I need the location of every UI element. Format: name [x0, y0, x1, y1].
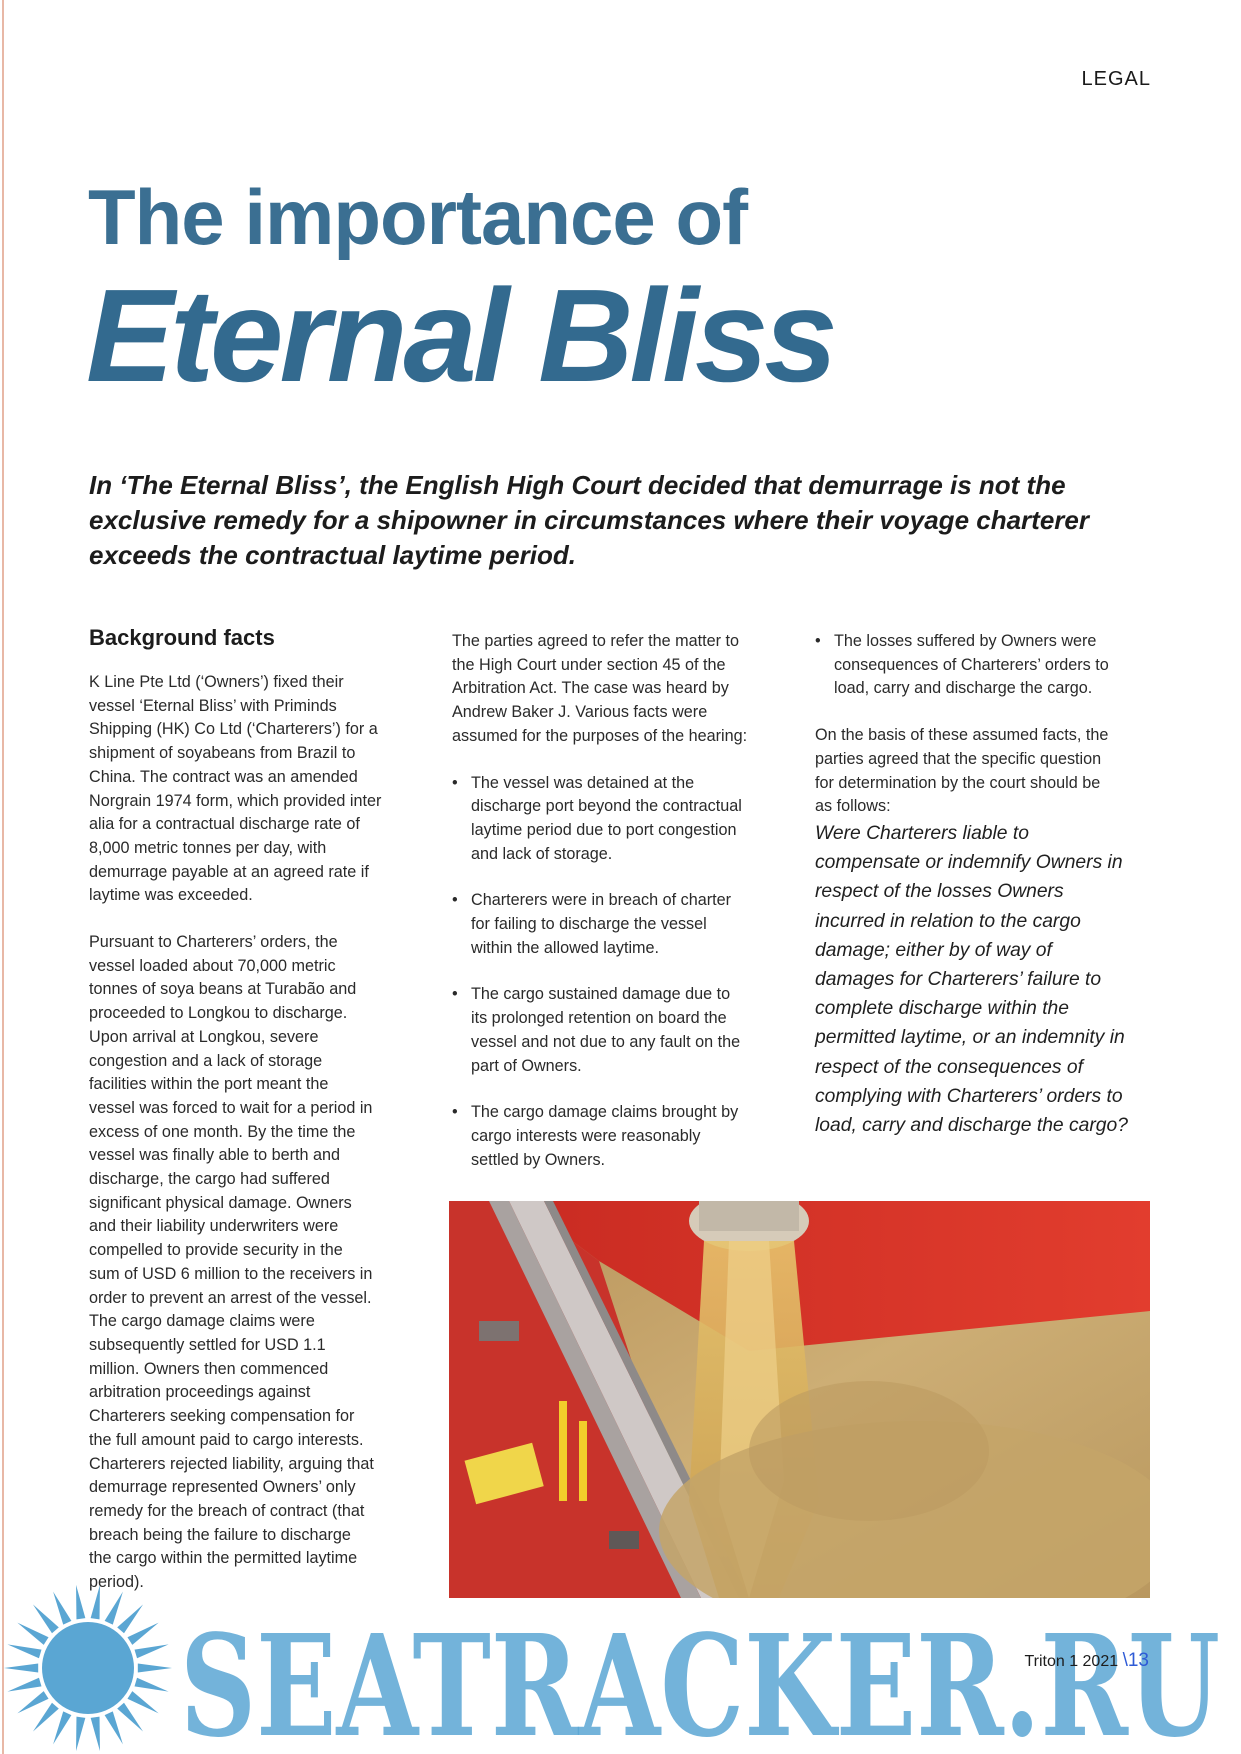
- sun-ray: [53, 1592, 71, 1625]
- text-line: • The vessel was detained at the: [471, 773, 695, 792]
- paragraph: [89, 931, 434, 1595]
- text-line: complete discharge within the: [815, 998, 1070, 1020]
- title-line-1: The importance of: [88, 173, 748, 261]
- text-line: Were Charterers liable to: [815, 822, 1029, 844]
- sun-ray: [53, 1711, 71, 1744]
- publication-name: Triton 1 2021: [1024, 1653, 1119, 1670]
- sun-ray: [7, 1644, 41, 1658]
- text-line: Shipping (HK) Co Ltd (‘Charterers’) for a: [89, 720, 378, 739]
- text-line: Norgrain 1974 form, which provided inter: [89, 791, 382, 810]
- text-line: demurrage payable at an agreed rate if: [89, 862, 369, 881]
- paragraph: [815, 724, 1160, 819]
- text-line: respect of the losses Owners: [815, 881, 1064, 903]
- list-item: [452, 889, 797, 960]
- text-line: China. The contract was an amended: [89, 767, 358, 786]
- text-line: sum of USD 6 million to the receivers in: [89, 1264, 373, 1283]
- sun-ray: [138, 1664, 172, 1673]
- column-1: [89, 624, 434, 1595]
- text-line: incurred in relation to the cargo: [815, 910, 1081, 932]
- text-line: damage; either by of way of: [815, 939, 1052, 961]
- text-line: complying with Charterers’ orders to: [815, 1085, 1123, 1107]
- text-line: • The losses suffered by Owners were: [834, 632, 1097, 650]
- text-line: laytime was exceeded.: [89, 886, 253, 905]
- sun-ray: [76, 1717, 85, 1751]
- page-edge-line: [2, 0, 4, 1754]
- text-line: part of Owners.: [471, 1056, 582, 1075]
- sun-ray: [91, 1585, 100, 1619]
- text-line: 8,000 metric tonnes per day, with: [89, 838, 327, 857]
- text-line: Andrew Baker J. Various facts were: [452, 703, 708, 722]
- text-line: parties agreed that the specific question: [815, 749, 1102, 768]
- assumed-facts-list: [452, 749, 797, 1173]
- text-line: assumed for the purposes of the hearing:: [452, 726, 748, 745]
- title-line-2: Eternal Bliss: [86, 262, 834, 409]
- text-line: congestion and a lack of storage: [89, 1051, 323, 1070]
- text-line: respect of the consequences of: [815, 1056, 1083, 1078]
- text-line: compensate or indemnify Owners in: [815, 852, 1123, 874]
- grain-discharge-photo: [449, 1201, 1150, 1598]
- text-line: Upon arrival at Longkou, severe: [89, 1027, 319, 1046]
- sun-ray: [33, 1703, 59, 1732]
- sun-ray: [17, 1691, 48, 1713]
- text-line: facilities within the port meant the: [89, 1075, 329, 1094]
- sun-ray: [117, 1605, 143, 1634]
- footer-separator-icon: \: [1122, 1650, 1128, 1671]
- text-line: for determination by the court should be: [815, 773, 1101, 792]
- text-line: Pursuant to Charterers’ orders, the: [89, 933, 338, 952]
- text-line: compelled to provide security in the: [89, 1241, 343, 1260]
- list-item: [452, 1101, 797, 1172]
- sun-ray: [117, 1703, 143, 1732]
- text-line: load, carry and discharge the cargo.: [834, 679, 1093, 698]
- text-line: demurrage represented Owners’ only: [89, 1478, 356, 1497]
- list-item: [815, 630, 1160, 701]
- text-line: The parties agreed to refer the matter to: [452, 632, 740, 650]
- sun-ray: [76, 1585, 85, 1619]
- text-line: as follows:: [815, 797, 891, 816]
- text-line: the full amount paid to cargo interests.: [89, 1430, 364, 1449]
- text-line: within the allowed laytime.: [471, 938, 660, 957]
- text-line: proceeded to Longkou to discharge.: [89, 1004, 348, 1023]
- text-line: for failing to discharge the vessel: [471, 915, 707, 934]
- text-line: tonnes of soya beans at Turabão and: [89, 980, 357, 999]
- text-line: laytime period due to port congestion: [471, 820, 737, 839]
- sun-ray: [105, 1711, 123, 1744]
- background-heading: Background facts: [89, 625, 275, 650]
- sun-ray: [17, 1623, 48, 1645]
- text-line: arbitration proceedings against: [89, 1383, 311, 1402]
- text-line: Arbitration Act. The case was heard by: [452, 679, 729, 698]
- text-line: settled by Owners.: [471, 1150, 606, 1169]
- court-question: [815, 819, 1160, 1140]
- sun-ray: [135, 1678, 169, 1692]
- page-footer: [1024, 1650, 1149, 1672]
- text-line: vessel and not due to any fault on the: [471, 1032, 741, 1051]
- text-line: and their liability underwriters were: [89, 1217, 339, 1236]
- column-3: [815, 630, 1160, 1140]
- text-line: excess of one month. By the time the: [89, 1122, 356, 1141]
- text-line: the cargo within the permitted laytime: [89, 1549, 358, 1568]
- text-line: Charterers seeking compensation for: [89, 1407, 355, 1426]
- sun-ray: [7, 1678, 41, 1692]
- text-line: Charterers rejected liability, arguing that: [89, 1454, 374, 1473]
- text-line: million. Owners then commenced: [89, 1359, 329, 1378]
- intro-line: exclusive remedy for a shipowner in circumstances where their voyage charterer: [89, 505, 1089, 535]
- text-line: its prolonged retention on board the: [471, 1009, 727, 1028]
- list-item: [452, 983, 797, 1078]
- text-line: permitted laytime, or an indemnity in: [815, 1027, 1125, 1049]
- sun-ray: [33, 1605, 59, 1634]
- text-line: consequences of Charterers’ orders to: [834, 655, 1109, 674]
- text-line: and lack of storage.: [471, 844, 613, 863]
- sun-ray: [127, 1623, 158, 1645]
- intro-line: exceeds the contractual laytime period.: [89, 540, 576, 570]
- sun-ray: [91, 1717, 100, 1751]
- text-line: alia for a contractual discharge rate of: [89, 815, 360, 834]
- paragraph: [89, 671, 434, 908]
- page-number: 13: [1127, 1650, 1149, 1671]
- text-line: discharge, the cargo had suffered: [89, 1170, 330, 1189]
- list-item: [452, 772, 797, 867]
- text-line: breach being the failure to discharge: [89, 1525, 351, 1544]
- watermark-text: SEATRACKER.RU: [180, 1605, 1220, 1754]
- text-line: vessel was forced to wait for a period in: [89, 1098, 373, 1117]
- text-line: cargo interests were reasonably: [471, 1126, 701, 1145]
- text-line: period).: [89, 1573, 144, 1592]
- column-2: [452, 630, 797, 1172]
- text-line: discharge port beyond the contractual: [471, 797, 742, 816]
- text-line: the High Court under section 45 of the: [452, 655, 726, 674]
- text-line: K Line Pte Ltd (‘Owners’) fixed their: [89, 673, 344, 691]
- text-line: vessel loaded about 70,000 metric: [89, 956, 336, 975]
- text-line: shipment of soyabeans from Brazil to: [89, 744, 356, 763]
- paragraph: [452, 630, 797, 749]
- sun-ray: [127, 1691, 158, 1713]
- text-line: damages for Charterers’ failure to: [815, 968, 1102, 990]
- text-line: subsequently settled for USD 1.1: [89, 1335, 326, 1354]
- intro-line: In ‘The Eternal Bliss’, the English High Court decided that demurrage is not the: [89, 470, 1066, 500]
- text-line: load, carry and discharge the cargo?: [815, 1114, 1128, 1136]
- text-line: vessel ‘Eternal Bliss’ with Priminds: [89, 696, 337, 715]
- text-line: The cargo damage claims were: [89, 1312, 315, 1331]
- text-line: • The cargo damage claims brought by: [471, 1103, 739, 1122]
- sun-ray: [135, 1644, 169, 1658]
- text-line: • The cargo sustained damage due to: [471, 985, 731, 1004]
- sun-ray: [4, 1664, 38, 1673]
- intro-standfirst: [89, 468, 1099, 573]
- text-line: significant physical damage. Owners: [89, 1193, 352, 1212]
- sun-ray: [105, 1592, 123, 1625]
- text-line: • Charterers were in breach of charter: [471, 891, 732, 910]
- text-line: vessel was finally able to berth and: [89, 1146, 341, 1165]
- text-line: remedy for the breach of contract (that: [89, 1501, 365, 1520]
- text-line: On the basis of these assumed facts, the: [815, 726, 1109, 745]
- sun-logo-icon: [4, 1585, 172, 1751]
- text-line: order to prevent an arrest of the vessel.: [89, 1288, 372, 1307]
- section-tag: LEGAL: [1081, 68, 1151, 90]
